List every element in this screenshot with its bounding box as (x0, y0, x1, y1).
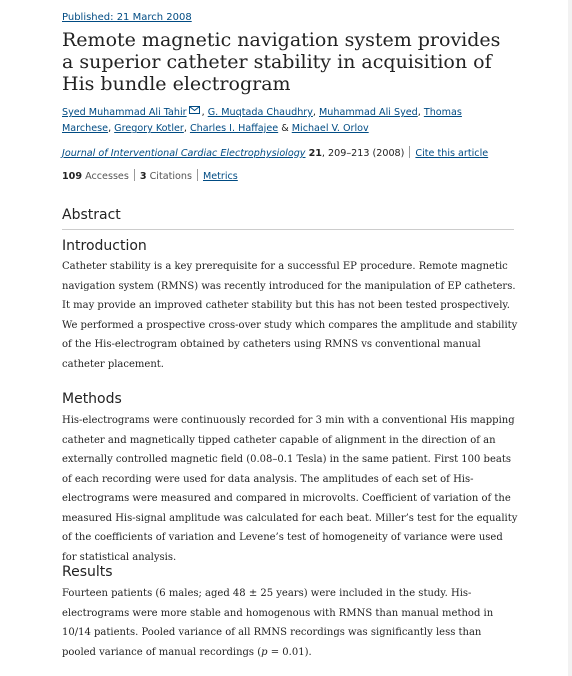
author-link[interactable]: Thomas Marchese (62, 107, 462, 134)
results-heading: Results (62, 564, 113, 580)
introduction-text: Catheter stability is a key prerequisite for a successful EP procedure. Remote magnetic navigation system (RMNS) was recently introduced for the manipulation of EP catheters. It may provide an improved catheter stability but this has not been tested prospectively. We performed a prospective cross-over study which compares the amplitude and stability of the His-electrogram obtained by catheters using RMNS vs conventional manual catheter placement. (62, 261, 518, 370)
citations-label: Citations (149, 171, 192, 182)
divider (134, 169, 135, 181)
cite-article-link[interactable]: Cite this article (415, 148, 489, 159)
author-separator: , (417, 107, 424, 118)
author-link[interactable]: Syed Muhammad Ali Tahir (62, 107, 187, 118)
results-text-end: = 0.01). (267, 646, 312, 658)
results-text-main: Fourteen patients (6 males; aged 48 ± 25 years) were included in the study. His-electrograms were more stable and homogenous with RMNS than manual method in 10/14 patients. Pooled variance of all RMNS recordings was significantly less than pooled variance of manual recordings ( (62, 588, 494, 658)
author-separator: , (108, 123, 115, 134)
citation-line (62, 146, 522, 161)
methods-text: His-electrograms were continuously recorded for 3 min with a conventional His mapping catheter and magnetically tipped catheter capable of alignment in the direction of an externally controlled magnetic field (0.08–0.1 Tesla) in the same patient. First 100 beats of each recording were used for data analysis. The amplitudes of each set of His-electrograms were measured and compared in microvolts. Coefficient of variation of the measured His-signal amplitude was calculated for each beat. Miller’s test for the equality of the coefficients of variation and Levene’s test of homogeneity of variance were used for statistical analysis. (62, 415, 518, 563)
author-link[interactable]: Gregory Kotler (114, 123, 184, 134)
author-and: & (278, 123, 292, 134)
introduction-heading: Introduction (62, 238, 147, 254)
abstract-heading: Abstract (62, 207, 121, 223)
published-date-link[interactable]: Published: 21 March 2008 (62, 12, 192, 23)
abstract-divider (62, 229, 514, 230)
author-link[interactable]: G. Muqtada Chaudhry (207, 107, 313, 118)
citations-count: 3 (139, 171, 147, 182)
divider (197, 169, 198, 181)
scrollbar-track[interactable] (568, 0, 572, 676)
author-link[interactable]: Muhammad Ali Syed (319, 107, 418, 118)
author-link[interactable]: Michael V. Orlov (291, 123, 369, 134)
article-title: Remote magnetic navigation system provides a superior catheter stability in acquisition of His bundle electrogram (62, 29, 501, 95)
author-list (62, 104, 514, 137)
author-separator: , (312, 107, 320, 118)
accesses-label: Accesses (85, 171, 129, 182)
article-metrics (62, 169, 522, 184)
accesses-count: 109 (62, 171, 83, 182)
results-text (62, 584, 518, 662)
divider (409, 146, 410, 158)
author-link[interactable]: Charles I. Haffajee (189, 123, 279, 134)
mail-icon[interactable] (189, 104, 200, 120)
journal-name: Journal of Interventional Cardiac Electrophysiology (62, 148, 306, 159)
metrics-link[interactable]: Metrics (202, 171, 238, 182)
journal-pages-year: , 209–213 (2008) (321, 148, 405, 159)
journal-link[interactable] (62, 148, 306, 159)
p-value-symbol: p (261, 646, 268, 658)
author-separator: , (201, 107, 208, 118)
methods-heading: Methods (62, 391, 122, 407)
author-separator: , (183, 123, 190, 134)
journal-volume: 21 (308, 148, 322, 159)
